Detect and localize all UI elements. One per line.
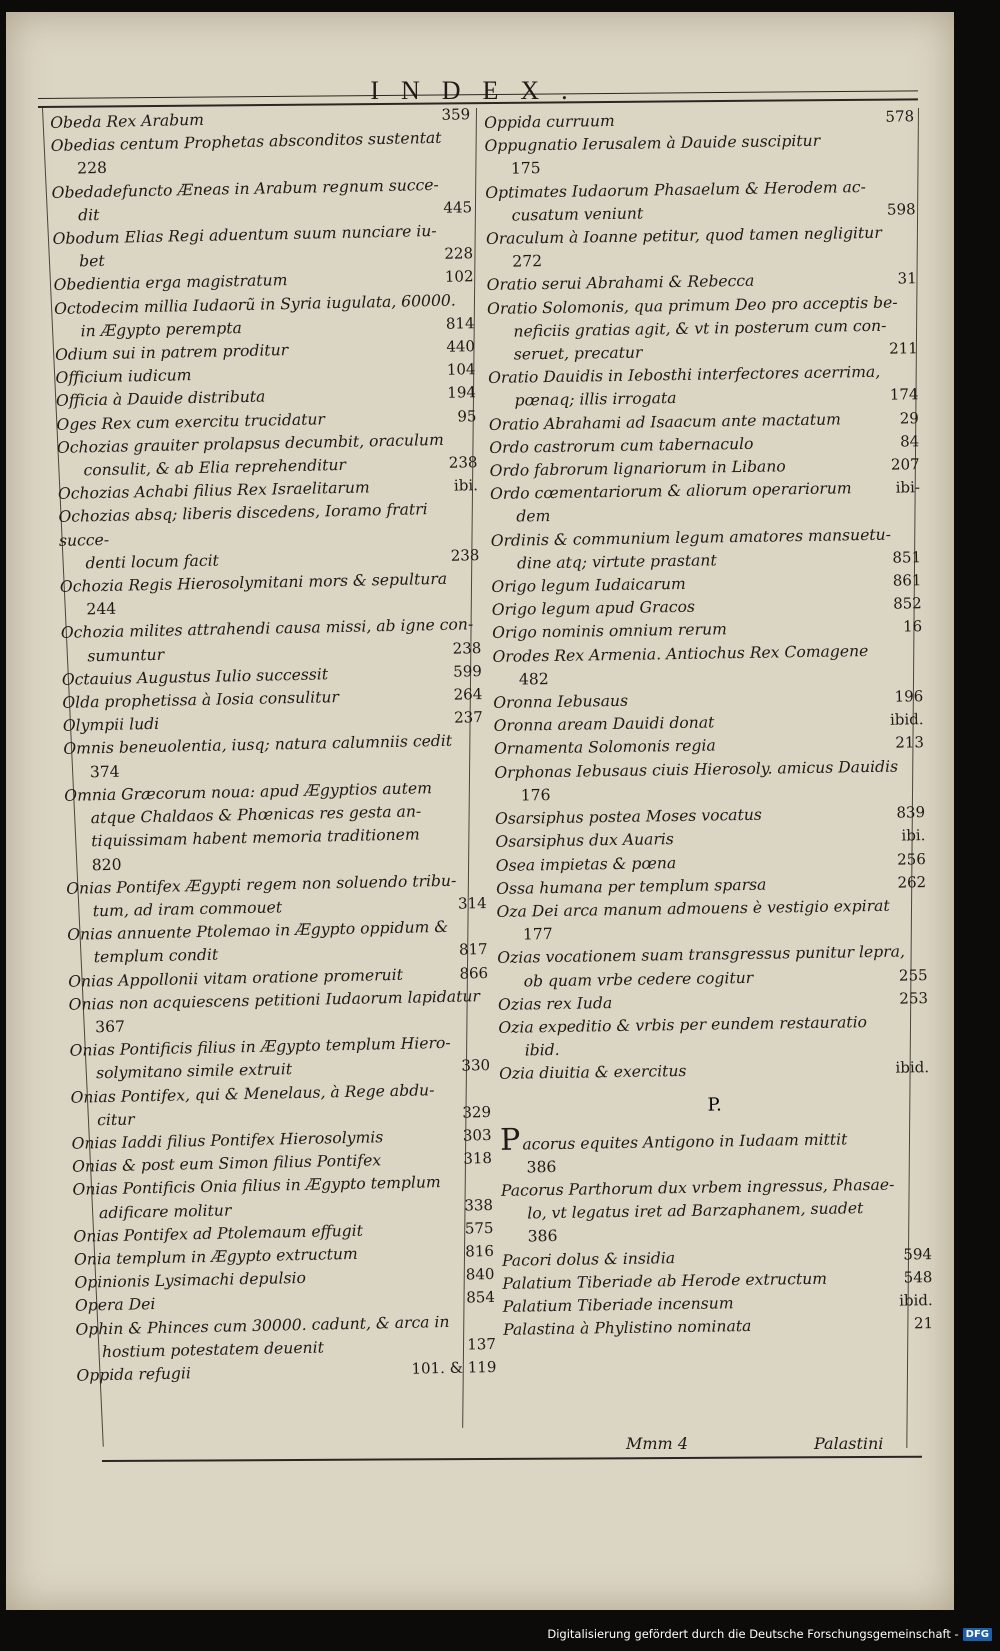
- entry-page-ref: 851: [892, 548, 922, 567]
- entry-text: lo, vt legatus iret ad Barzaphanem, suadet: [527, 1199, 864, 1223]
- entry-text: Oppida curruum: [484, 111, 615, 132]
- footer-rule: [102, 1456, 922, 1462]
- entry-page-ref: 21: [913, 1314, 934, 1333]
- entry-text: Oratio Abrahami ad Isaacum ante mactatum: [488, 410, 841, 434]
- entry-text: Ordo castrorum cum tabernaculo: [489, 434, 754, 457]
- entry-text: 386: [527, 1227, 558, 1246]
- entry-page-ref: 196: [894, 687, 924, 706]
- entry-text: acorus equites Antigono in Iudaam mittit: [522, 1129, 848, 1154]
- entry-page-ref: 594: [903, 1244, 933, 1264]
- entry-page-ref: 137: [467, 1334, 497, 1354]
- entry-page-ref: 852: [892, 594, 922, 613]
- entry-page-ref: 255: [898, 965, 928, 985]
- entry-text: dit: [77, 205, 100, 225]
- entry-page-ref: 211: [888, 339, 918, 358]
- entry-page-ref: 256: [897, 849, 926, 869]
- entry-page-ref: 102: [444, 267, 474, 287]
- index-column-left: [50, 103, 497, 1388]
- entry-text: dem: [516, 507, 551, 526]
- entry-text: Palatium Tiberiade ab Herode extructum: [502, 1269, 828, 1293]
- entry-page-ref: 814: [445, 313, 475, 333]
- entry-text: Onias annuente Ptolemao in Ægypto oppidum &: [67, 917, 449, 944]
- entry-page-ref: 264: [453, 685, 483, 704]
- entry-text: Onias & post eum Simon filius Pontifex: [71, 1151, 382, 1176]
- entry-text: cusatum veniunt: [511, 204, 644, 225]
- entry-page-ref: 854: [466, 1288, 496, 1307]
- entry-text: Onias Pontifex Ægypti regem non soluendo tribu-: [66, 871, 457, 898]
- entry-text: Oratio Dauidis in Iebosthi interfectores acerrima,: [488, 363, 881, 388]
- entry-page-ref: 228: [444, 244, 474, 263]
- entry-page-ref: 207: [890, 455, 920, 474]
- entry-text: Ozias rex Iuda: [497, 993, 613, 1014]
- entry-text: Obeda Rex Arabum: [50, 110, 205, 132]
- entry-text: Ossa humana per templum sparsa: [496, 875, 767, 898]
- entry-page-ref: 31: [897, 269, 917, 288]
- entry-text: Onias Pontificis Onia filius in Ægypto templum: [72, 1173, 441, 1200]
- drop-cap: P: [499, 1122, 521, 1158]
- entry-text: 482: [518, 669, 549, 689]
- entry-text: in Ægypto perempta: [80, 318, 242, 341]
- entry-page-ref: 16: [902, 617, 923, 636]
- entry-page-ref: 338: [464, 1195, 494, 1215]
- entry-text: Palastina à Phylistino nominata: [502, 1317, 752, 1340]
- entry-page-ref: ibid.: [889, 710, 924, 729]
- entry-text: 386: [526, 1157, 557, 1177]
- entry-text: 367: [94, 1017, 126, 1037]
- entry-page-ref: 194: [447, 383, 477, 403]
- entry-page-ref: 238: [452, 638, 482, 658]
- entry-text: Palatium Tiberiade incensum: [502, 1294, 734, 1316]
- dfg-logo-icon: DFG: [963, 1628, 992, 1641]
- entry-text: Orodes Rex Armenia. Antiochus Rex Comagene: [492, 641, 869, 666]
- entry-page-ref: 174: [889, 385, 919, 405]
- entry-text: Obodum Elias Regi aduentum suum nunciare iu-: [52, 221, 437, 248]
- entry-text: Osea impietas & pœna: [495, 853, 677, 875]
- entry-text: Octauius Augustus Iulio successit: [61, 665, 329, 689]
- entry-text: ob quam vrbe cedere cogitur: [523, 968, 754, 990]
- entry-text: pœnaq; illis irrogata: [514, 389, 677, 410]
- entry-text: Ordo cœmentariorum & aliorum operariorum: [489, 479, 852, 504]
- entry-text: Onias Appollonii vitam oratione promeruit: [68, 965, 404, 991]
- entry-text: Ochozias absq; liberis discedens, Ioramo fratri succe-: [58, 500, 428, 550]
- entry-text: Oppida refugii: [76, 1364, 192, 1385]
- entry-text: Onia templum in Ægypto extructum: [73, 1244, 358, 1269]
- entry-text: Origo nominis omnium rerum: [492, 620, 728, 643]
- entry-page-ref: 314: [457, 893, 487, 913]
- entry-page-ref: 329: [462, 1102, 492, 1122]
- entry-page-ref: 816: [465, 1241, 495, 1261]
- signature-mark: Mmm 4: [626, 1434, 688, 1453]
- entry-text: Octodecim millia Iudaorũ in Syria iugulata, 60000.: [53, 291, 456, 318]
- entry-text: Ochozias grauiter prolapsus decumbit, oraculum: [56, 430, 444, 457]
- entry-page-ref: 840: [465, 1265, 495, 1284]
- entry-text: Oges Rex cum exercitu trucidatur: [56, 409, 326, 434]
- entry-page-ref: 84: [899, 432, 920, 451]
- entry-text: 177: [522, 925, 553, 944]
- entry-text: 272: [512, 252, 543, 271]
- entry-text: citur: [96, 1110, 135, 1129]
- credit-text: Digitalisierung gefördert durch die Deutsche Forschungsgemeinschaft -: [547, 1627, 959, 1641]
- entry-page-ref: 839: [896, 803, 926, 822]
- entry-text: denti locum facit: [85, 551, 220, 573]
- entry-page-ref: 318: [463, 1149, 493, 1168]
- entry-page-ref: ibid.: [895, 1058, 930, 1077]
- entry-text: hostium potestatem deuenit: [101, 1338, 325, 1361]
- entry-text: tum, ad iram commouet: [92, 898, 283, 921]
- entry-page-ref: 262: [897, 872, 927, 892]
- entry-text: 820: [91, 855, 122, 874]
- entry-page-ref: 817: [458, 940, 488, 959]
- entry-text: Obedadefuncto Æneas in Arabum regnum succe-: [51, 175, 439, 202]
- index-column-right: [484, 105, 933, 1342]
- entry-text: Oza Dei arca manum admouens è vestigio expirat: [496, 896, 890, 921]
- entry-page-ref: 237: [453, 708, 483, 727]
- entry-page-ref: 330: [461, 1056, 491, 1075]
- entry-text: Pacori dolus & insidia: [501, 1248, 676, 1270]
- section-letter: P.: [707, 1093, 722, 1116]
- entry-text: Onias Pontifex, qui & Menelaus, à Rege abdu-: [70, 1080, 435, 1107]
- digitization-credit: [547, 1623, 992, 1645]
- entry-text: Obedientia erga magistratum: [53, 271, 288, 295]
- entry-page-ref: ibi.: [453, 476, 479, 495]
- entry-text: Officia à Dauide distributa: [55, 387, 266, 411]
- entry-page-ref: 238: [448, 453, 478, 472]
- entry-page-ref: 95: [457, 406, 477, 426]
- entry-text: Olda prophetissa à Iosia consulitur: [62, 688, 340, 712]
- entry-text: Olympii ludi: [62, 715, 160, 736]
- entry-text: 228: [77, 159, 108, 178]
- entry-text: Ochozia milites attrahendi causa missi, ab igne con-: [60, 615, 474, 643]
- entry-page-ref: 599: [452, 661, 482, 681]
- entry-text: Onias Iaddi filius Pontifex Hierosolymis: [71, 1128, 384, 1153]
- entry-page-ref: 104: [446, 360, 476, 379]
- entry-text: Pacorus Parthorum dux vrbem ingressus, Phasae-: [500, 1175, 895, 1200]
- book-page: [6, 12, 954, 1610]
- entry-page-ref: 303: [462, 1125, 492, 1145]
- index-section-o: [484, 105, 929, 1086]
- entry-page-ref: 445: [443, 197, 473, 217]
- entry-page-ref: 101. & 119: [411, 1357, 497, 1378]
- entry-page-ref: 359: [441, 105, 471, 124]
- entry-text: Omnis beneuolentia, iusq; natura calumniis cedit: [63, 732, 453, 759]
- entry-text: Ochozia Regis Hierosolymitani mors & sepultura: [59, 569, 448, 596]
- entry-text: Oronna aream Dauidi donat: [493, 713, 715, 736]
- entry-text: Omnia Græcorum noua: apud Ægyptios autem: [64, 779, 433, 805]
- entry-text: Osarsiphus postea Moses vocatus: [494, 805, 762, 829]
- entry-text: Ophin & Phinces cum 30000. cadunt, & arca in: [75, 1312, 450, 1339]
- entry-page-ref: 578: [885, 107, 915, 126]
- entry-text: 374: [89, 762, 120, 781]
- entry-page-ref: 238: [450, 545, 480, 565]
- entry-text: tiquissimam habent memoria traditionem: [91, 825, 420, 851]
- page-title: INDEX.: [370, 76, 590, 105]
- entry-page-ref: 861: [892, 571, 922, 590]
- entry-text: atque Chaldaos & Phœnicas res gesta an-: [90, 802, 422, 828]
- entry-text: Optimates Iudaorum Phasaelum & Herodem ac-: [485, 177, 866, 202]
- entry-text: Oratio serui Abrahami & Rebecca: [486, 272, 755, 295]
- entry-text: solymitano simile extruit: [95, 1060, 293, 1083]
- index-section-p: [500, 1124, 933, 1343]
- entry-text: Origo legum apud Gracos: [491, 598, 696, 620]
- entry-page-ref: 253: [899, 988, 929, 1008]
- entry-text: 176: [520, 785, 551, 805]
- entry-text: Odium sui in patrem proditur: [54, 341, 289, 364]
- entry-page-ref: 598: [886, 200, 916, 219]
- entry-text: 244: [86, 599, 117, 619]
- entry-text: ibid.: [524, 1041, 560, 1060]
- entry-text: adificare molitur: [98, 1200, 232, 1222]
- entry-page-ref: 29: [899, 408, 919, 428]
- entry-text: consulit, & ab Elia reprehenditur: [83, 455, 347, 480]
- entry-text: neficiis gratias agit, & vt in posterum cum con-: [513, 316, 887, 341]
- catchword: Palastini: [814, 1434, 884, 1453]
- entry-page-ref: 440: [446, 337, 476, 356]
- entry-text: Ordinis & communium legum amatores mansuetu-: [490, 525, 892, 550]
- entry-text: Opera Dei: [74, 1295, 156, 1316]
- entry-text: dine atq; virtute prastant: [516, 551, 717, 573]
- entry-text: bet: [78, 252, 105, 271]
- entry-text: sumuntur: [87, 645, 165, 666]
- entry-text: Obedias centum Prophetas absconditos sustentat: [50, 129, 442, 156]
- entry-text: Oratio Solomonis, qua primum Deo pro acceptis be-: [486, 293, 898, 318]
- entry-text: Onias non acquiescens petitioni Iudaorum lapidatur: [68, 986, 481, 1014]
- entry-text: Opinionis Lysimachi depulsio: [74, 1269, 307, 1292]
- entry-text: Ozia diuitia & exercitus: [498, 1062, 687, 1084]
- entry-text: Ornamenta Solomonis regia: [493, 736, 716, 759]
- entry-text: seruet, precatur: [513, 343, 643, 364]
- entry-text: Oronna Iebusaus: [493, 691, 629, 713]
- entry-page-ref: ibid.: [899, 1291, 933, 1310]
- entry-text: 175: [510, 159, 541, 178]
- entry-text: Onias Pontificis filius in Ægypto templum Hiero-: [69, 1033, 451, 1060]
- entry-text: Orphonas Iebusaus ciuis Hierosoly. amicus Dauidis: [494, 757, 899, 782]
- entry-text: Ochozias Achabi filius Rex Israelitarum: [57, 478, 370, 504]
- entry-text: templum condit: [93, 945, 219, 967]
- entry-page-ref: ibi-: [895, 478, 921, 497]
- entry-page-ref: 575: [464, 1218, 494, 1238]
- entry-text: Ozia expeditio & vrbis per eundem restauratio: [498, 1013, 868, 1037]
- entry-text: Onias Pontifex ad Ptolemaum effugit: [73, 1221, 364, 1246]
- entry-text: Osarsiphus dux Auaris: [495, 830, 674, 852]
- entry-text: Origo legum Iudaicarum: [491, 574, 686, 597]
- entry-page-ref: 548: [903, 1267, 933, 1287]
- entry-page-ref: 213: [895, 733, 925, 753]
- entry-text: Officium iudicum: [55, 366, 192, 388]
- entry-text: Ordo fabrorum lignariorum in Libano: [489, 457, 786, 481]
- entry-text: Oppugnatio Ierusalem à Dauide suscipitur: [484, 131, 821, 156]
- entry-page-ref: 866: [459, 963, 489, 983]
- entry-text: Ozias vocationem suam transgressus punitur lepra,: [497, 942, 906, 968]
- entry-page-ref: ibi.: [901, 826, 926, 845]
- entry-text: Oraculum à Ioanne petitur, quod tamen negligitur: [485, 223, 882, 248]
